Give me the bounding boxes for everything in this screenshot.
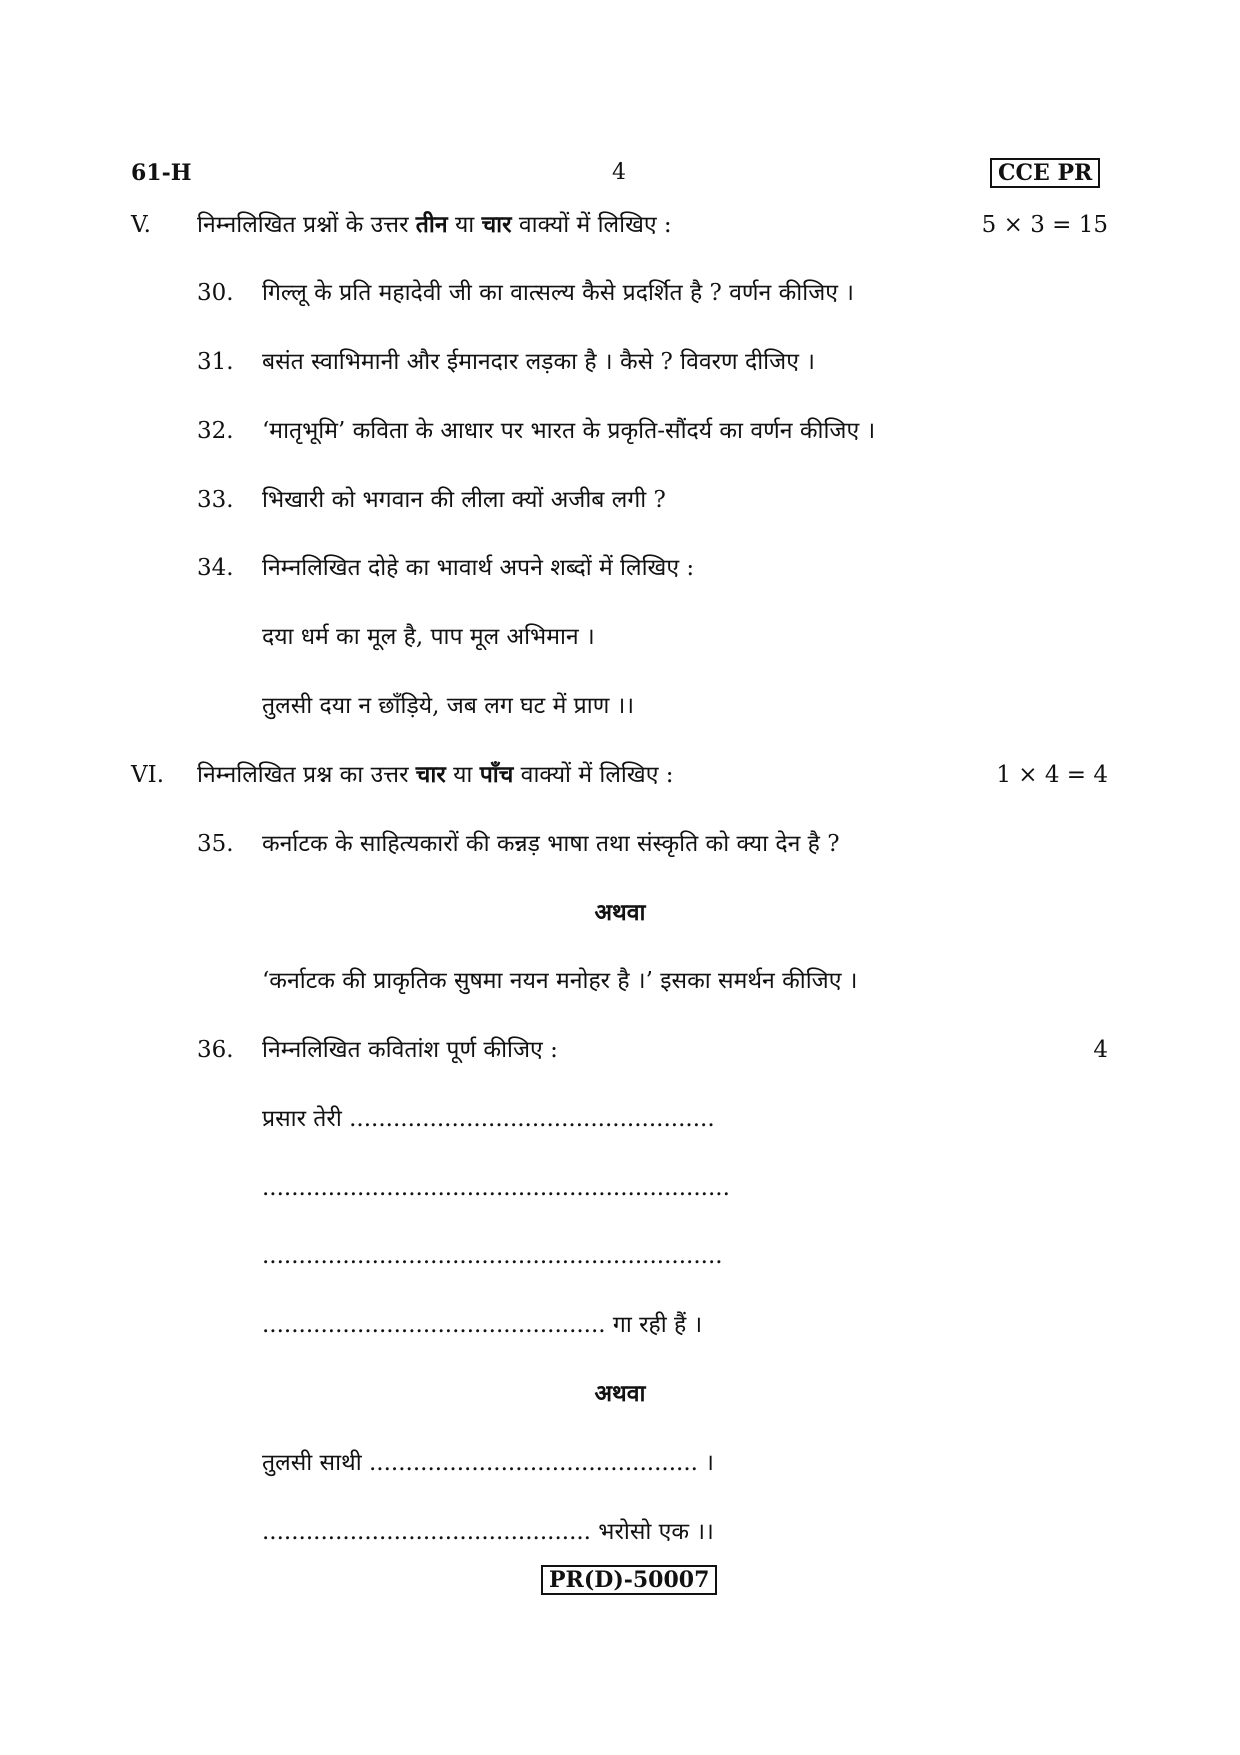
section-vi-label: VI.	[131, 762, 165, 788]
poem-line: तुलसी साथी ............................................. ।	[262, 1450, 715, 1476]
question-text: निम्नलिखित दोहे का भावार्थ अपने शब्दों में लिखिए :	[262, 555, 695, 581]
section-vi-marks: 1 × 4 = 4	[996, 762, 1108, 788]
paper-code-left: 61-H	[131, 160, 192, 186]
page-number: 4	[612, 160, 626, 185]
question-number: 33.	[197, 487, 234, 513]
question-number: 35.	[197, 831, 234, 857]
question-number: 36.	[197, 1037, 234, 1063]
question-text: कर्नाटक के साहित्यकारों की कन्नड़ भाषा तथा संस्कृति को क्या देन है ?	[262, 831, 840, 857]
poem-line: ................................................................	[262, 1175, 730, 1201]
question-number: 31.	[197, 349, 234, 375]
question-marks: 4	[1093, 1037, 1108, 1063]
question-number: 30.	[197, 280, 234, 306]
paper-code-right: CCE PR	[990, 158, 1100, 188]
section-v-instruction: निम्नलिखित प्रश्नों के उत्तर तीन या चार वाक्यों में लिखिए :	[197, 211, 672, 238]
question-number: 32.	[197, 418, 234, 444]
question-text: भिखारी को भगवान की लीला क्यों अजीब लगी ?	[262, 487, 666, 513]
question-alternative: ‘कर्नाटक की प्राकृतिक सुषमा नयन मनोहर है ।’ इसका समर्थन कीजिए ।	[262, 968, 858, 994]
doha-line-2: तुलसी दया न छाँड़िये, जब लग घट में प्राण ।।	[262, 693, 635, 719]
question-text: निम्नलिखित कवितांश पूर्ण कीजिए :	[262, 1037, 558, 1063]
section-vi-instruction: निम्नलिखित प्रश्न का उत्तर चार या पाँच वाक्यों में लिखिए :	[197, 761, 674, 788]
athva-separator: अथवा	[594, 899, 646, 926]
question-text: ‘मातृभूमि’ कविता के आधार पर भारत के प्रकृति-सौंदर्य का वर्णन कीजिए ।	[262, 418, 876, 444]
poem-line: ............................................... गा रही हैं ।	[262, 1312, 703, 1338]
paper-footer-code: PR(D)-50007	[541, 1565, 717, 1595]
athva-separator: अथवा	[594, 1380, 646, 1407]
poem-line: प्रसार तेरी ..................................................	[262, 1106, 715, 1132]
poem-line: ............................................. भरोसो एक ।।	[262, 1519, 714, 1545]
question-text: गिल्लू के प्रति महादेवी जी का वात्सल्य कैसे प्रदर्शित है ? वर्णन कीजिए ।	[262, 280, 855, 306]
section-v-marks: 5 × 3 = 15	[981, 212, 1108, 238]
poem-line: ...............................................................	[262, 1243, 723, 1269]
doha-line-1: दया धर्म का मूल है, पाप मूल अभिमान ।	[262, 624, 595, 650]
question-number: 34.	[197, 555, 234, 581]
question-text: बसंत स्वाभिमानी और ईमानदार लड़का है । कैसे ? विवरण दीजिए ।	[262, 349, 815, 375]
section-v-label: V.	[131, 212, 151, 238]
